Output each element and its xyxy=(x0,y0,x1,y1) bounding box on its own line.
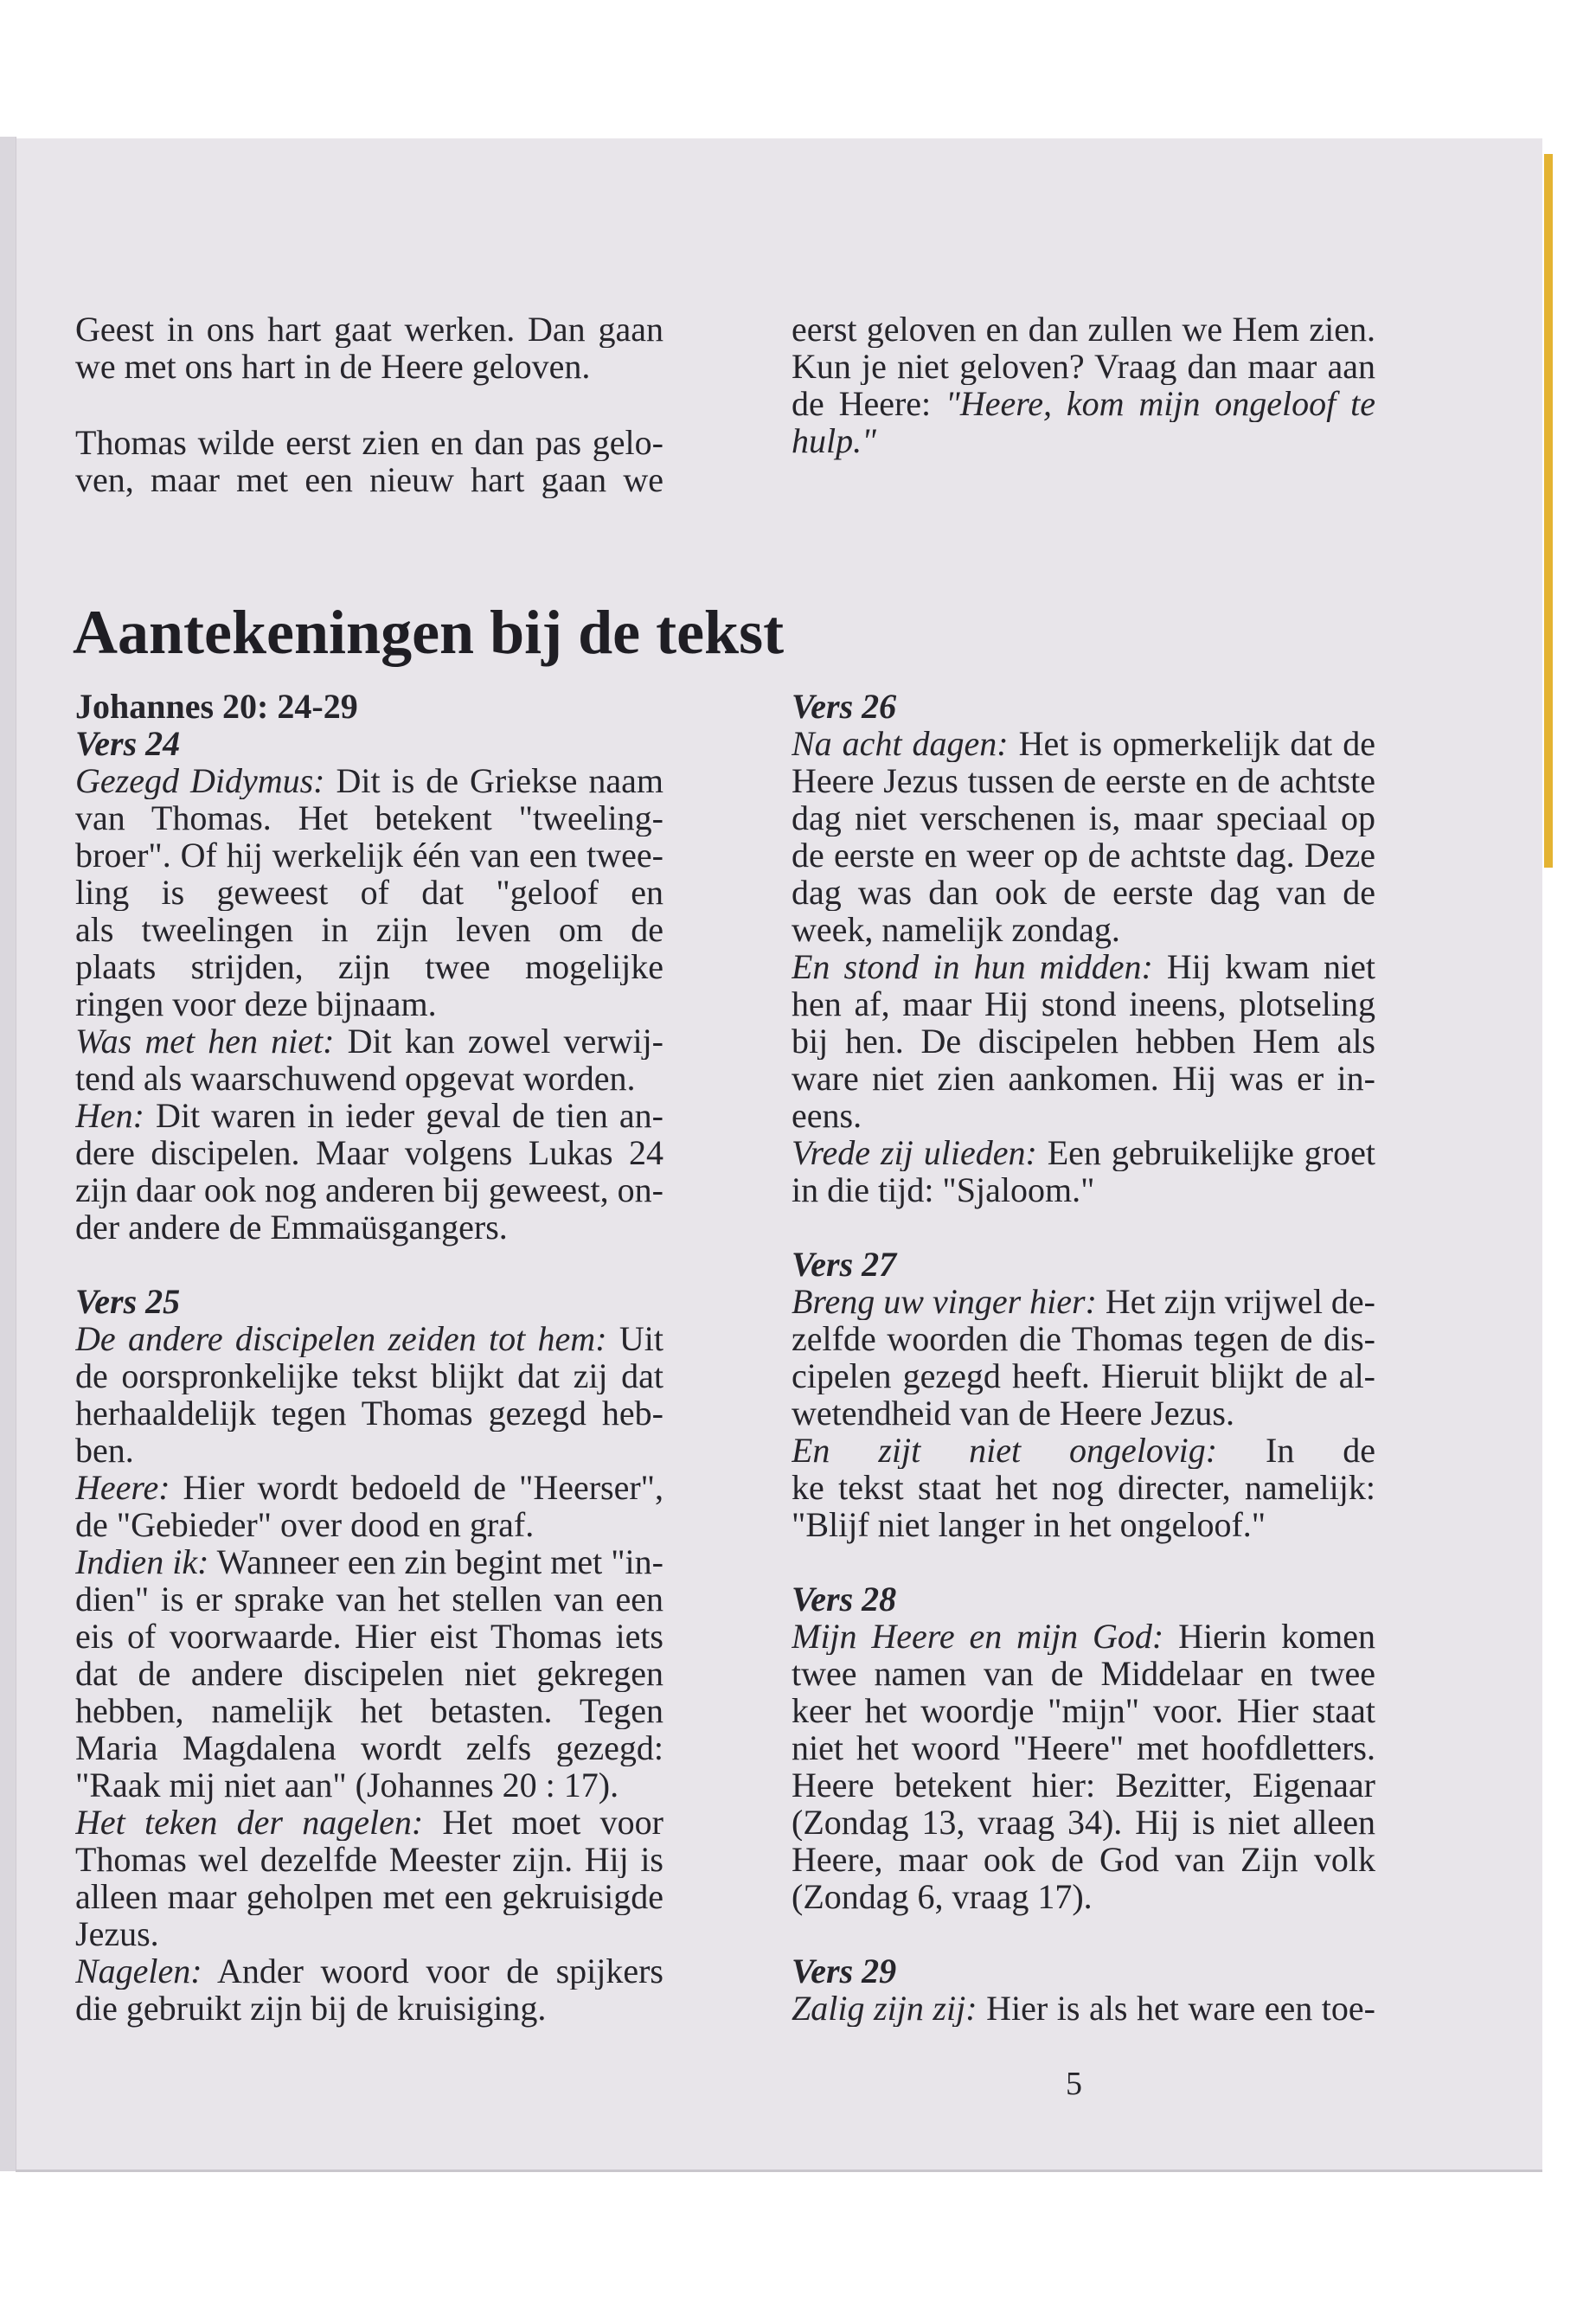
notes-column-left xyxy=(75,688,663,2027)
text-line xyxy=(792,385,1375,422)
page-binding-edge xyxy=(0,137,16,2171)
text-line xyxy=(75,1022,663,1060)
paragraph-end-line xyxy=(75,985,663,1022)
paragraph-end-line xyxy=(792,422,1375,459)
text-line xyxy=(75,1618,663,1655)
body-text: ringen voor deze bijnaam. xyxy=(75,984,437,1023)
text-line xyxy=(75,1134,663,1171)
body-text: cipelen gezegd heeft. Hieruit blijkt de al- xyxy=(792,1357,1375,1394)
text-line xyxy=(75,1655,663,1692)
text-line xyxy=(75,1729,663,1766)
text-line xyxy=(792,1022,1375,1060)
italic-term: Mijn Heere en mijn God: xyxy=(792,1618,1164,1655)
body-text: die gebruikt zijn bij de kruisiging. xyxy=(75,1989,547,2028)
body-text: Vers 29 xyxy=(792,1952,897,1990)
body-text: keer het woordje "mijn" voor. Hier staat xyxy=(792,1692,1375,1729)
paragraph-end-line xyxy=(792,1394,1375,1432)
body-text: de eerste en weer op de achtste dag. Deze xyxy=(792,836,1375,874)
text-line xyxy=(792,1804,1375,1841)
text-line xyxy=(792,1766,1375,1804)
text-line xyxy=(792,1618,1375,1655)
body-text: eerst geloven en dan zullen we Hem zien. xyxy=(792,311,1375,348)
text-line xyxy=(792,1469,1375,1506)
body-text: broer". Of hij werkelijk één van een twee- xyxy=(75,836,663,874)
body-text: zijn daar ook nog anderen bij geweest, on- xyxy=(75,1171,663,1208)
body-text: ling is geweest of dat "geloof en xyxy=(75,874,663,911)
paragraph-end-line xyxy=(792,1097,1375,1134)
body-text: ware niet zien aankomen. Hij was er in- xyxy=(792,1060,1375,1097)
body-text: bij hen. De discipelen hebben Hem als xyxy=(792,1022,1375,1060)
text-line xyxy=(75,1952,663,1990)
text-line xyxy=(792,311,1375,348)
text-line xyxy=(75,1804,663,1841)
text-line xyxy=(75,1469,663,1506)
text-line xyxy=(792,948,1375,985)
body-text: Johannes 20: 24-29 xyxy=(75,687,358,726)
italic-term: "Heere, kom mijn ongeloof te xyxy=(945,385,1375,422)
body-text: Dit is de Griekse naam xyxy=(324,762,663,799)
scripture-reference xyxy=(75,688,663,725)
verse-heading xyxy=(792,1246,1375,1283)
text-line xyxy=(792,1320,1375,1357)
paragraph-end-line xyxy=(75,1208,663,1246)
blank-line xyxy=(792,1543,1375,1580)
italic-term: Heere: xyxy=(75,1469,170,1506)
text-line xyxy=(75,762,663,799)
body-text: de Heere: xyxy=(792,385,946,422)
text-line xyxy=(75,1841,663,1878)
text-line xyxy=(75,948,663,985)
paragraph-end-line xyxy=(75,1990,663,2027)
body-text: Dit kan zowel verwij- xyxy=(334,1022,663,1060)
body-text: "Blijf niet langer in het ongeloof." xyxy=(792,1505,1266,1544)
body-text: plaats strijden, zijn twee mogelijke xyxy=(75,948,663,985)
body-text: de oorspronkelijke tekst blijkt dat zij dat xyxy=(75,1357,663,1394)
body-text: Thomas wilde eerst zien en dan pas gelo- xyxy=(75,424,663,461)
italic-term: Het teken der nagelen: xyxy=(75,1804,424,1841)
blank-line xyxy=(75,1246,663,1283)
body-text: Uit xyxy=(606,1320,663,1357)
verse-heading xyxy=(75,1283,663,1320)
verse-heading xyxy=(75,725,663,762)
text-line xyxy=(75,1543,663,1580)
text-line xyxy=(792,1060,1375,1097)
section-heading: Aantekeningen bij de tekst xyxy=(73,598,785,668)
paragraph-end-line xyxy=(75,1432,663,1469)
body-text: Hier is als het ware een toe- xyxy=(977,1990,1375,2027)
body-text: (Zondag 13, vraag 34). Hij is niet alleen xyxy=(792,1804,1375,1841)
paragraph-end-line xyxy=(75,1915,663,1952)
italic-term: En zijt niet ongelovig: xyxy=(792,1432,1218,1469)
paragraph-end-line xyxy=(792,1506,1375,1543)
body-text: Jezus. xyxy=(75,1914,159,1953)
text-line xyxy=(75,911,663,948)
italic-term: Gezegd Didymus: xyxy=(75,762,325,799)
text-line xyxy=(75,836,663,874)
body-text: tend als waarschuwend opgevat worden. xyxy=(75,1059,636,1098)
notes-column-right xyxy=(792,688,1375,2027)
text-line xyxy=(75,1097,663,1134)
body-text: van Thomas. Het betekent "tweeling- xyxy=(75,799,663,836)
body-text: Het moet voor xyxy=(423,1804,663,1841)
italic-term: Breng uw vinger hier: xyxy=(792,1283,1097,1320)
yellow-tab-strip xyxy=(1544,154,1553,868)
verse-heading xyxy=(792,1952,1375,1990)
text-line xyxy=(792,1729,1375,1766)
body-text: Heere, maar ook de God van Zijn volk xyxy=(792,1841,1375,1878)
body-text: zelfde woorden die Thomas tegen de dis- xyxy=(792,1320,1375,1357)
body-text: dere discipelen. Maar volgens Lukas 24 xyxy=(75,1134,663,1171)
body-text: Een gebruikelijke groet xyxy=(1036,1134,1375,1171)
body-text: Vers 25 xyxy=(75,1282,181,1321)
text-line xyxy=(75,311,663,348)
body-text: (Zondag 6, vraag 17). xyxy=(792,1877,1093,1916)
body-text: Dit waren in ieder geval de tien an- xyxy=(144,1097,663,1134)
blank-line xyxy=(792,1915,1375,1952)
text-line xyxy=(75,1394,663,1432)
body-text: Maria Magdalena wordt zelfs gezegd: xyxy=(75,1729,663,1766)
text-line xyxy=(792,799,1375,836)
text-line xyxy=(792,1432,1375,1469)
text-line xyxy=(792,1134,1375,1171)
paragraph-end-line xyxy=(792,1171,1375,1208)
body-text: ke tekst staat het nog directer, namelijk: xyxy=(792,1469,1375,1506)
blank-line xyxy=(792,1208,1375,1246)
italic-term: Was met hen niet: xyxy=(75,1022,335,1060)
text-line xyxy=(792,1655,1375,1692)
text-line xyxy=(75,1878,663,1915)
body-text: dag was dan ook de eerste dag van de xyxy=(792,874,1375,911)
verse-heading xyxy=(792,688,1375,725)
body-text: in die tijd: "Sjaloom." xyxy=(792,1170,1095,1209)
body-text: dag niet verschenen is, maar speciaal op xyxy=(792,799,1375,836)
text-line xyxy=(75,799,663,836)
text-line xyxy=(792,725,1375,762)
body-text: ven, maar met een nieuw hart gaan we xyxy=(75,461,663,498)
paragraph-end-line xyxy=(75,348,663,385)
text-line xyxy=(75,461,663,498)
body-text: wetendheid van de Heere Jezus. xyxy=(792,1394,1234,1433)
paragraph-end-line xyxy=(792,911,1375,948)
page-number: 5 xyxy=(1066,2066,1082,2102)
text-line xyxy=(792,1990,1375,2027)
paragraph-end-line xyxy=(792,1878,1375,1915)
body-text: als tweelingen in zijn leven om de xyxy=(75,911,663,948)
body-text: hen af, maar Hij stond ineens, plotseling xyxy=(792,985,1375,1022)
verse-heading xyxy=(792,1580,1375,1618)
body-text: hebben, namelijk het betasten. Tegen xyxy=(75,1692,663,1729)
body-text: Het is opmerkelijk dat de xyxy=(1008,725,1375,762)
body-text: dien" is er sprake van het stellen van een xyxy=(75,1580,663,1618)
body-text: der andere de Emmaüsgangers. xyxy=(75,1208,508,1247)
body-text: dat de andere discipelen niet gekregen xyxy=(75,1655,663,1692)
text-line xyxy=(75,1171,663,1208)
text-line xyxy=(75,1692,663,1729)
text-line xyxy=(792,1357,1375,1394)
intro-column-right xyxy=(792,311,1375,459)
body-text: week, namelijk zondag. xyxy=(792,910,1120,949)
text-line xyxy=(792,1692,1375,1729)
text-line xyxy=(792,1283,1375,1320)
body-text: twee namen van de Middelaar en twee xyxy=(792,1655,1375,1692)
body-text: eis of voorwaarde. Hier eist Thomas iets xyxy=(75,1618,663,1655)
body-text: Heere betekent hier: Bezitter, Eigenaar xyxy=(792,1766,1375,1804)
text-line xyxy=(792,836,1375,874)
italic-term: Indien ik: xyxy=(75,1543,209,1580)
body-text: herhaaldelijk tegen Thomas gezegd heb- xyxy=(75,1394,663,1432)
page-bottom-edge xyxy=(16,2170,1542,2172)
body-text: "Raak mij niet aan" (Johannes 20 : 17). xyxy=(75,1766,619,1804)
paragraph-end-line xyxy=(75,1060,663,1097)
paragraph-gap xyxy=(75,385,663,424)
italic-term: De andere discipelen zeiden tot hem: xyxy=(75,1320,607,1357)
text-line xyxy=(792,348,1375,385)
body-text: Vers 28 xyxy=(792,1580,897,1618)
body-text: Vers 27 xyxy=(792,1245,897,1284)
text-line xyxy=(792,1841,1375,1878)
body-text: Thomas wel dezelfde Meester zijn. Hij is xyxy=(75,1841,663,1878)
text-line xyxy=(75,424,663,461)
text-line xyxy=(792,762,1375,799)
italic-term: Na acht dagen: xyxy=(792,725,1009,762)
body-text: In de xyxy=(1266,1432,1375,1469)
italic-term: Nagelen: xyxy=(75,1952,202,1990)
text-line xyxy=(75,1320,663,1357)
body-text: Geest in ons hart gaat werken. Dan gaan xyxy=(75,311,663,348)
paragraph-end-line xyxy=(75,1766,663,1804)
body-text: Kun je niet geloven? Vraag dan maar aan xyxy=(792,348,1375,385)
body-text: Wanneer een zin begint met "in- xyxy=(208,1543,663,1580)
italic-term: hulp." xyxy=(792,421,876,460)
body-text: Hij kwam niet xyxy=(1166,948,1375,985)
text-line xyxy=(75,1580,663,1618)
body-text: Het zijn vrijwel de- xyxy=(1096,1283,1375,1320)
body-text: alleen maar geholpen met een gekruisigde xyxy=(75,1878,663,1915)
body-text: de "Gebieder" over dood en graf. xyxy=(75,1505,535,1544)
italic-term: Hen: xyxy=(75,1097,144,1134)
body-text: Ander woord voor de spijkers xyxy=(202,1952,663,1990)
body-text: ben. xyxy=(75,1431,134,1470)
text-line xyxy=(75,874,663,911)
body-text: Vers 24 xyxy=(75,724,181,763)
body-text: eens. xyxy=(792,1096,862,1135)
paragraph-end-line xyxy=(75,1506,663,1543)
text-line xyxy=(792,874,1375,911)
body-text: we met ons hart in de Heere geloven. xyxy=(75,347,591,386)
body-text: Hier wordt bedoeld de "Heerser", xyxy=(170,1469,663,1506)
body-text: Vers 26 xyxy=(792,687,897,726)
italic-term: En stond in hun midden: xyxy=(792,948,1153,985)
italic-term: Zalig zijn zij: xyxy=(792,1990,977,2027)
italic-term: Vrede zij ulieden: xyxy=(792,1134,1037,1171)
text-line xyxy=(75,1357,663,1394)
intro-column-left xyxy=(75,311,663,498)
body-text: Heere Jezus tussen de eerste en de achtste xyxy=(792,762,1375,799)
text-line xyxy=(792,985,1375,1022)
body-text: niet het woord "Heere" met hoofdletters. xyxy=(792,1729,1375,1766)
body-text: Hierin komen xyxy=(1163,1618,1375,1655)
